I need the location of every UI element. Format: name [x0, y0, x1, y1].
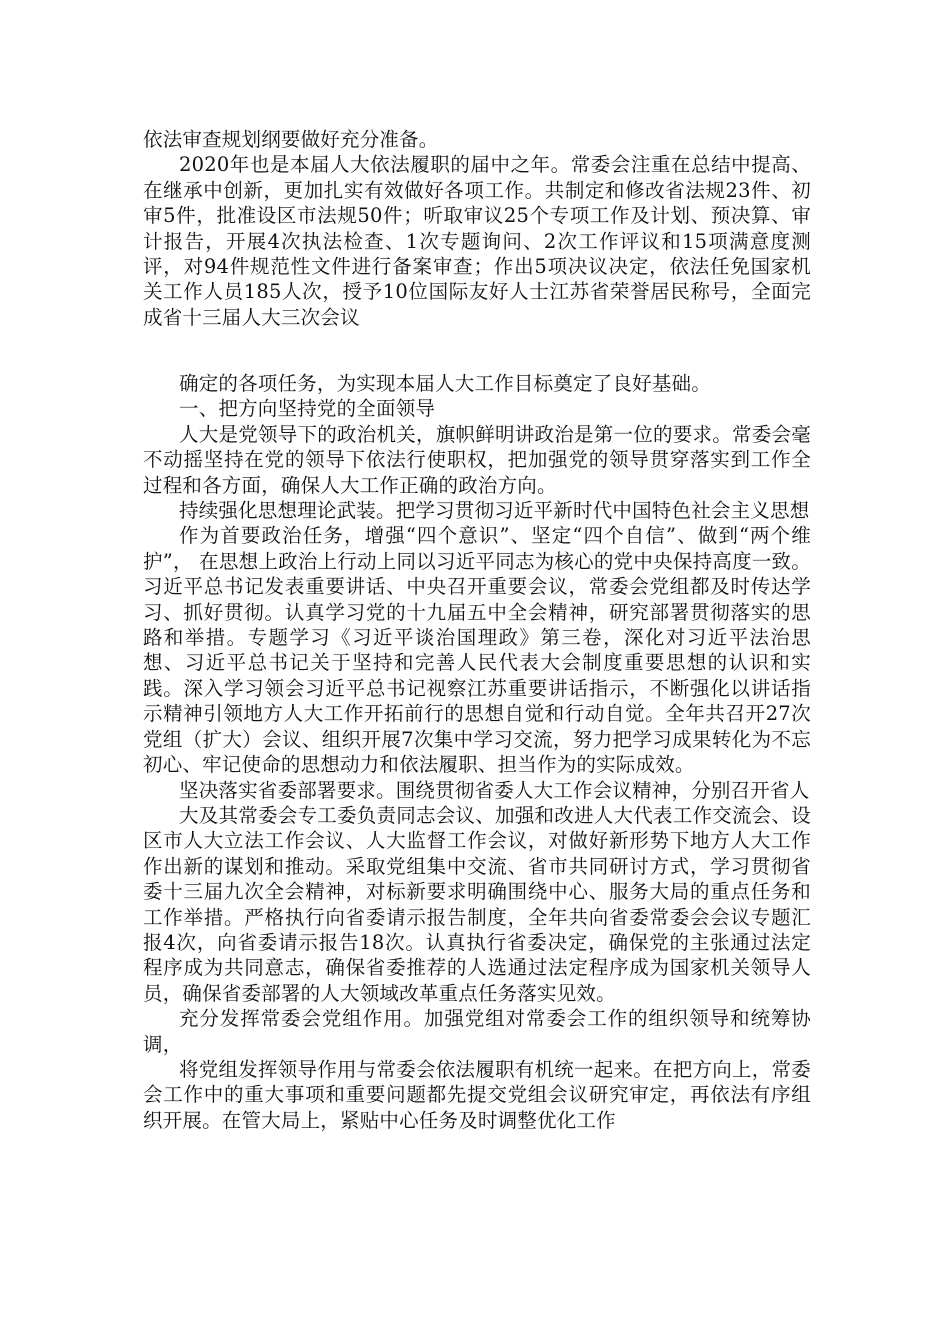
paragraph: 坚决落实省委部署要求。围绕贯彻省委人大工作会议精神，分别召开省人 — [179, 778, 810, 802]
paragraph: 将党组发挥领导作用与常委会依法履职有机统一起来。在把方向上，常委会工作中的重大事项和重要问题都先提交党组会议研究审定，再依法有序组织开展。在管大局上，紧贴中心任务及时调整优化工作 — [143, 1057, 811, 1132]
paragraph: 持续强化思想理论武装。把学习贯彻习近平新时代中国特色社会主义思想 — [179, 499, 810, 523]
paragraph: 作为首要政治任务，增强“四个意识”、坚定“四个自信”、做到“两个维护”， 在思想上政治上行动上同以习近平同志为核心的党中央保持高度一致。习近平总书记发表重要讲话、中央召开重要会议，常委会党组都及时传达学习、抓好贯彻。认真学习党的十九届五中全会精神，研究部署贯彻落实的思路和举措。专题学习《习近平谈治国理政》第三卷，深化对习近平法治思想、习近平总书记关于坚持和完善人民代表大会制度重要思想的认识和实践。深入学习领会习近平总书记视察江苏重要讲话指示，不断强化以讲话指示精神引领地方人大工作开拓前行的思想自觉和行动自觉。全年共召开27次党组（扩大）会议、组织开展7次集中学习交流，努力把学习成果转化为不忘初心、牢记使命的思想动力和依法履职、担当作为的实际成效。 — [143, 524, 811, 777]
paragraph: 人大是党领导下的政治机关，旗帜鲜明讲政治是第一位的要求。常委会毫不动摇坚持在党的领导下依法行使职权，把加强党的领导贯穿落实到工作全过程和各方面，确保人大工作正确的政治方向。 — [143, 422, 811, 497]
paragraph: 依法审查规划纲要做好充分准备。 — [143, 128, 439, 151]
paragraph: 充分发挥常委会党组作用。加强党组对常委会工作的组织领导和统筹协调， — [143, 1007, 811, 1056]
paragraph: 大及其常委会专工委负责同志会议、加强和改进人大代表工作交流会、设区市人大立法工作会议、人大监督工作会议，对做好新形势下地方人大工作作出新的谋划和推动。采取党组集中交流、省市共同研讨方式，学习贯彻省委十三届九次全会精神，对标新要求明确围绕中心、服务大局的重点任务和工作举措。严格执行向省委请示报告制度，全年共向省委常委会会议专题汇报4次，向省委请示报告18次。认真执行省委决定，确保党的主张通过法定程序成为共同意志，确保省委推荐的人选通过法定程序成为国家机关领导人员，确保省委部署的人大领域改革重点任务落实见效。 — [143, 803, 811, 1005]
paragraph: 确定的各项任务，为实现本届人大工作目标奠定了良好基础。 — [179, 372, 711, 395]
paragraph: 2020年也是本届人大依法履职的届中之年。常委会注重在总结中提高、在继承中创新，更加扎实有效做好各项工作。共制定和修改省法规23件、初审5件，批准设区市法规50件；听取审议25个专项工作及计划、预决算、审计报告，开展4次执法检查、1次专题询问、2次工作评议和15项满意度测评，对94件规范性文件进行备案审查；作出5项决议决定，依法任免国家机关工作人员185人次，授予10位国际友好人士江苏省荣誉居民称号，全面完成省十三届人大三次会议 — [143, 153, 811, 329]
section-heading: 一、把方向坚持党的全面领导 — [179, 397, 436, 421]
text-block-main — [143, 371, 811, 1133]
text-block-top — [143, 127, 811, 330]
